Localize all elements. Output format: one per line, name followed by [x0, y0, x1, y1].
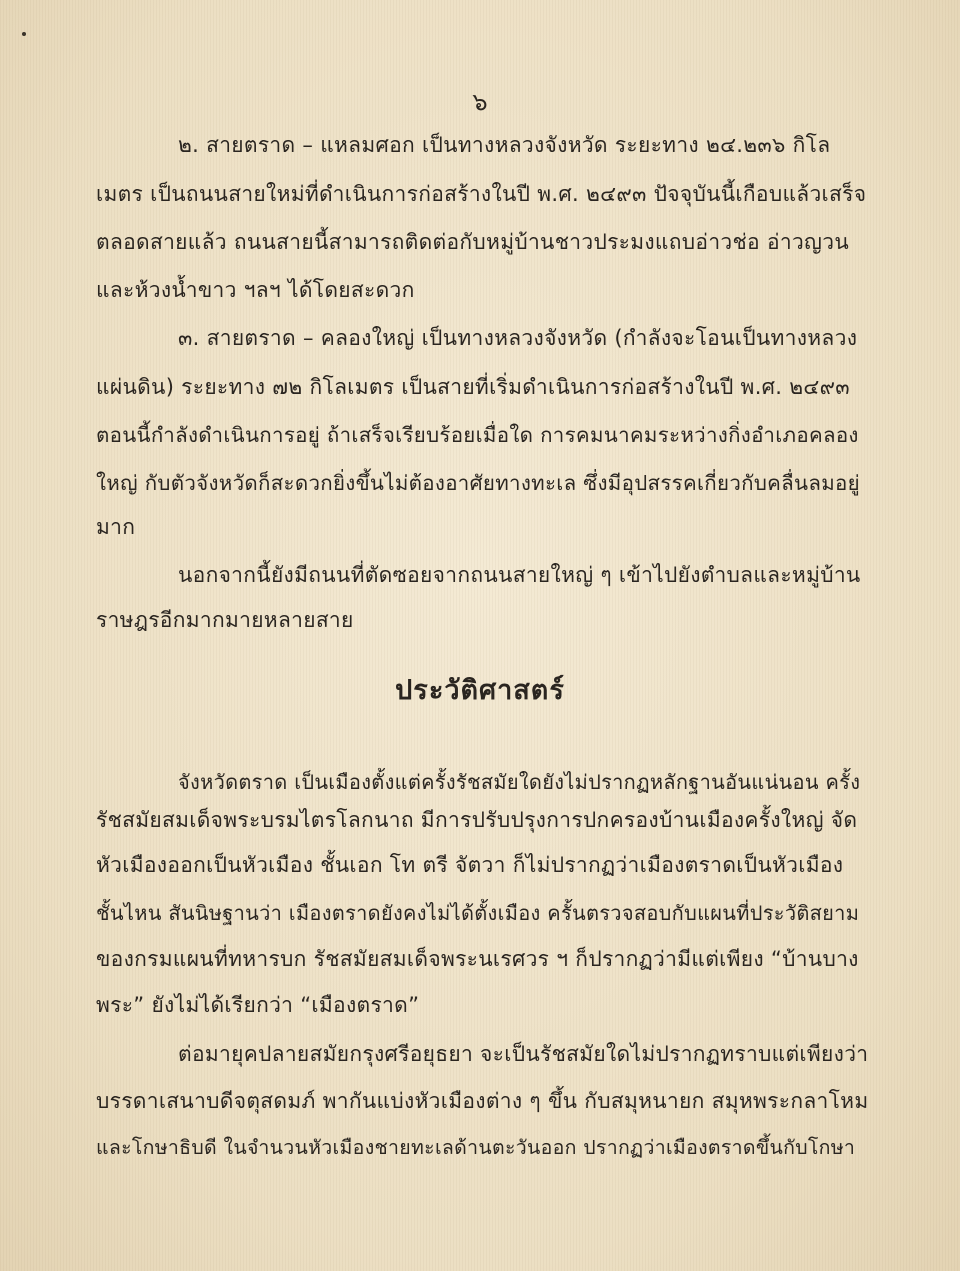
paper-speck — [22, 32, 26, 36]
para1-line1: ๒. สายตราด – แหลมศอก เป็นทางหลวงจังหวัด ระยะทาง ๒๔.๒๓๖ กิโล — [178, 133, 831, 157]
para2-line1: ๓. สายตราด – คลองใหญ่ เป็นทางหลวงจังหวัด (กำลังจะโอนเป็นทางหลวง — [178, 326, 858, 350]
para2-line2: แผ่นดิน) ระยะทาง ๗๒ กิโลเมตร เป็นสายที่เริ่มดำเนินการก่อสร้างในปี พ.ศ. ๒๔๙๓ — [96, 375, 850, 399]
para1-line3: ตลอดสายแล้ว ถนนสายนี้สามารถติดต่อกับหมู่บ้านชาวประมงแถบอ่าวช่อ อ่าวญวน — [96, 230, 849, 254]
para3-line2: ราษฎรอีกมากมายหลายสาย — [96, 608, 354, 632]
para4-line6: พระ” ยังไม่ได้เรียกว่า “เมืองตราด” — [96, 993, 420, 1017]
para5-line2: บรรดาเสนาบดีจตุสดมภ์ พากันแบ่งหัวเมืองต่าง ๆ ขึ้น กับสมุหนายก สมุหพระกลาโหม — [96, 1089, 869, 1113]
para2-line3: ตอนนี้กำลังดำเนินการอยู่ ถ้าเสร็จเรียบร้อยเมื่อใด การคมนาคมระหว่างกิ่งอำเภอคลอง — [96, 423, 859, 447]
para2-line5: มาก — [96, 515, 136, 539]
para2-line4: ใหญ่ กับตัวจังหวัดก็สะดวกยิ่งขึ้นไม่ต้องอาศัยทางทะเล ซึ่งมีอุปสรรคเกี่ยวกับคลื่นลมอยู่ — [96, 471, 860, 495]
para4-line4: ชั้นไหน สันนิษฐานว่า เมืองตราดยังคงไม่ได้ตั้งเมือง ครั้นตรวจสอบกับแผนที่ประวัติสยาม — [96, 901, 860, 925]
para3-line1: นอกจากนี้ยังมีถนนที่ตัดซอยจากถนนสายใหญ่ ๆ เข้าไปยังตำบลและหมู่บ้าน — [178, 563, 861, 587]
para4-line1: จังหวัดตราด เป็นเมืองตั้งแต่ครั้งรัชสมัยใดยังไม่ปรากฏหลักฐานอันแน่นอน ครั้ง — [178, 770, 861, 794]
para1-line2: เมตร เป็นถนนสายใหม่ที่ดำเนินการก่อสร้างในปี พ.ศ. ๒๔๙๓ ปัจจุบันนี้เกือบแล้วเสร็จ — [96, 182, 867, 206]
para1-line4: และห้วงน้ำขาว ฯลฯ ได้โดยสะดวก — [96, 278, 415, 302]
para4-line3: หัวเมืองออกเป็นหัวเมือง ชั้นเอก โท ตรี จัตวา ก็ไม่ปรากฏว่าเมืองตราดเป็นหัวเมือง — [96, 853, 844, 877]
para4-line5: ของกรมแผนที่ทหารบก รัชสมัยสมเด็จพระนเรศวร ฯ ก็ปรากฏว่ามีแต่เพียง “บ้านบาง — [96, 947, 859, 971]
para5-line3: และโกษาธิบดี ในจำนวนหัวเมืองชายทะเลด้านตะวันออก ปรากฏว่าเมืองตราดขึ้นกับโกษา — [96, 1136, 856, 1159]
section-heading-history: ประวัติศาสตร์ — [395, 675, 565, 706]
page-number: ๖ — [472, 88, 488, 116]
para5-line1: ต่อมายุคปลายสมัยกรุงศรีอยุธยา จะเป็นรัชสมัยใดไม่ปรากฏทราบแต่เพียงว่า — [178, 1042, 869, 1066]
para4-line2: รัชสมัยสมเด็จพระบรมไตรโลกนาถ มีการปรับปรุงการปกครองบ้านเมืองครั้งใหญ่ จัด — [96, 808, 858, 832]
